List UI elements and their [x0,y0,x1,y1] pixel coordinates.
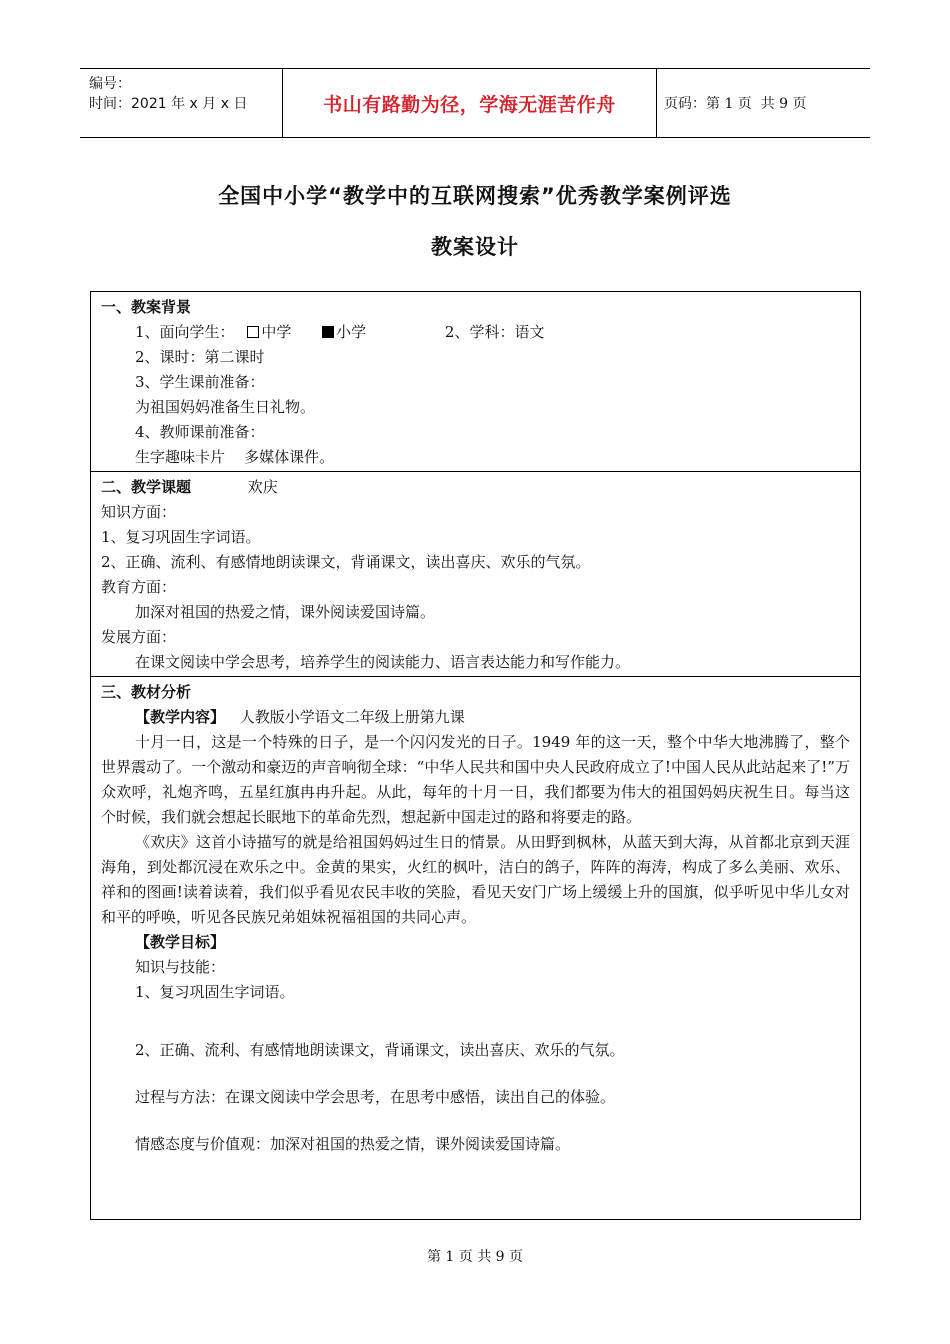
page-title: 全国中小学“教学中的互联网搜索”优秀教学案例评选 [218,184,732,208]
checkbox-middle-school [247,323,291,341]
skills-label: 知识与技能： [135,958,226,976]
section-heading: 三、教材分析 [101,683,192,701]
lesson-plan-table [90,291,861,1220]
goal-label: 【教学目标】 [135,933,226,951]
section-heading: 一、教案背景 [101,298,192,316]
topic: 欢庆 [247,478,278,496]
emotion-goal: 情感态度与价值观：加深对祖国的热爱之情，课外阅读爱国诗篇。 [135,1135,571,1153]
number-label: 编号： [89,76,131,92]
period: 2、课时：第二课时 [135,348,265,366]
content-row [101,705,850,730]
teacher-prep: 生字趣味卡片 多媒体课件。 [135,448,335,466]
development-label: 发展方面： [101,628,177,646]
page-subtitle: 教案设计 [431,235,519,259]
header-motto-cell [282,69,657,137]
section-background [91,292,860,472]
option-primary-label: 小学 [336,323,367,341]
students-row [101,320,850,345]
footer-page-number: 第 1 页 共 9 页 [426,1249,524,1265]
education: 加深对祖国的热爱之情，课外阅读爱国诗篇。 [135,603,436,621]
header-table [80,68,870,138]
skills-item: 2、正确、流利、有感情地朗读课文，背诵课文，读出喜庆、欢乐的气氛。 [135,1041,625,1059]
content: 人教版小学语文二年级上册第九课 [239,708,465,726]
section-topic [91,472,860,677]
content-label: 【教学内容】 [135,708,226,726]
header-meta [80,69,282,137]
header-page-cell [657,69,870,137]
subject: 2、学科：语文 [444,323,545,341]
option-middle-label: 中学 [261,323,292,341]
process-goal: 过程与方法：在课文阅读中学会思考，在思考中感悟，读出自己的体验。 [135,1088,616,1106]
development: 在课文阅读中学会思考，培养学生的阅读能力、语言表达能力和写作能力。 [135,653,631,671]
knowledge-item: 2、正确、流利、有感情地朗读课文，背诵课文，读出喜庆、欢乐的气氛。 [101,553,591,571]
page-info: 页码：第 1 页 共 9 页 [664,96,807,112]
unchecked-box-icon [247,326,259,338]
topic-row [101,475,850,500]
motto: 书山有路勤为径，学海无涯苦作舟 [323,93,616,116]
student-prep-label: 3、学生课前准备： [135,373,265,391]
section-analysis [91,677,860,1158]
checked-box-icon [322,326,334,338]
section-heading: 二、教学课题 [101,478,192,496]
teacher-prep-label: 4、教师课前准备： [135,423,265,441]
checkbox-primary-school [322,323,366,341]
knowledge-label: 知识方面： [101,503,177,521]
student-prep: 为祖国妈妈准备生日礼物。 [135,398,316,416]
analysis-paragraph: 十月一日，这是一个特殊的日子，是一个闪闪发光的日子。1949 年的这一天，整个中华大地沸腾了，整个世界震动了。一个激动和豪迈的声音响彻全球：“中华人民共和国中央人民政府成立了!中国人民从此站起来了!”万众欢呼，礼炮齐鸣，五星红旗冉冉升起。从此，每年的十月一日，我们都要为伟大的祖国妈妈庆祝生日。每当这个时候，我们就会想起长眠地下的革命先烈，想起新中国走过的路和将要走的路。 [101,733,850,826]
students-label: 1、面向学生： [135,323,235,341]
analysis-paragraph: 《欢庆》这首小诗描写的就是给祖国妈妈过生日的情景。从田野到枫林，从蓝天到大海，从首都北京到天涯海角，到处都沉浸在欢乐之中。金黄的果实，火红的枫叶，洁白的鸽子，阵阵的海涛，构成了多么美丽、欢乐、祥和的图画!读着读着，我们似乎看见农民丰收的笑脸，看见天安门广场上缓缓上升的国旗，似乎听见中华儿女对和平的呼唤，听见各民族兄弟姐妹祝福祖国的共同心声。 [101,833,850,926]
skills-item: 1、复习巩固生字词语。 [135,983,295,1001]
page-footer [0,1246,950,1266]
education-label: 教育方面： [101,578,177,596]
time-label: 时间：2021 年 x 月 x 日 [89,96,248,112]
knowledge-item: 1、复习巩固生字词语。 [101,528,261,546]
